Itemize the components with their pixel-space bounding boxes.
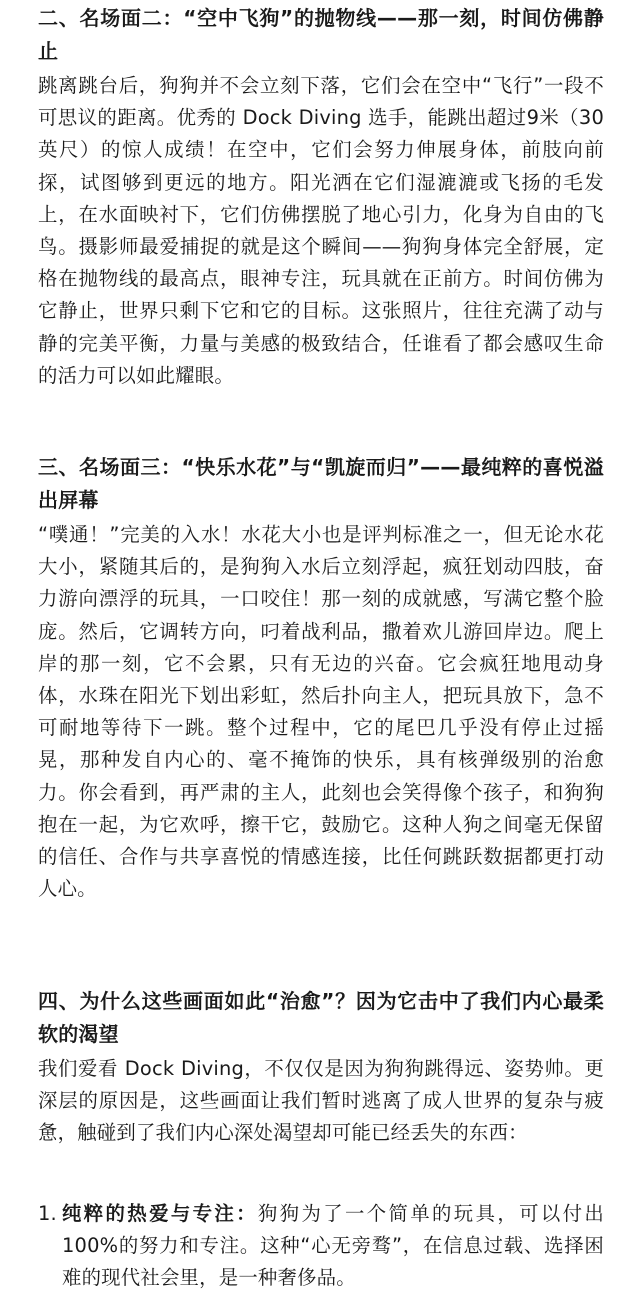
section-flying-dog	[38, 0, 604, 392]
section-heading: 四、为什么这些画面如此“治愈”？因为它击中了我们内心最柔软的渴望	[38, 989, 604, 1046]
reasons-list	[38, 1198, 604, 1295]
section-heading: 三、名场面三：“快乐水花”与“凯旋而归”——最纯粹的喜悦溢出屏幕	[38, 455, 604, 512]
section-heading: 二、名场面二：“空中飞狗”的抛物线——那一刻，时间仿佛静止	[38, 6, 604, 63]
list-item-title: 纯粹的热爱与专注：	[62, 1202, 258, 1225]
list-item-number: 1.	[38, 1202, 57, 1225]
section-paragraph: 跳离跳台后，狗狗并不会立刻下落，它们会在空中“飞行”一段不可思议的距离。优秀的 Dock Diving 选手，能跳出超过9米（30英尺）的惊人成绩！在空中，它们会努力伸展身体，前肢向前探，试图够到更远的地方。阳光洒在它们湿漉漉或飞扬的毛发上，在水面映衬下，它们仿佛摆脱了地心引力，化身为自由的飞鸟。摄影师最爱捕捉的就是这个瞬间——狗狗身体完全舒展，定格在抛物线的最高点，眼神专注，玩具就在正前方。时间仿佛为它静止，世界只剩下它和它的目标。这张照片，往往充满了动与静的完美平衡，力量与美感的极致结合，任谁看了都会感叹生命的活力可以如此耀眼。	[38, 74, 604, 387]
section-paragraph: “噗通！”完美的入水！水花大小也是评判标准之一，但无论水花大小，紧随其后的，是狗狗入水后立刻浮起，疯狂划动四肢，奋力游向漂浮的玩具，一口咬住！那一刻的成就感，写满它整个脸庞。然后，它调转方向，叼着战利品，撒着欢儿游回岸边。爬上岸的那一刻，它不会累，只有无边的兴奋。它会疯狂地甩动身体，水珠在阳光下划出彩虹，然后扑向主人，把玩具放下，急不可耐地等待下一跳。整个过程中，它的尾巴几乎没有停止过摇晃，那种发自内心的、毫不掩饰的快乐，具有核弹级别的治愈力。你会看到，再严肃的主人，此刻也会笑得像个孩子，和狗狗抱在一起，为它欢呼，擦干它，鼓励它。这种人狗之间毫无保留的信任、合作与共享喜悦的情感连接，比任何跳跃数据都更打动人心。	[38, 523, 604, 901]
section-paragraph: 我们爱看 Dock Diving，不仅仅是因为狗狗跳得远、姿势帅。更深层的原因是，这些画面让我们暂时逃离了成人世界的复杂与疲惫，触碰到了我们内心深处渴望却可能已经丢失的东西：	[38, 1057, 604, 1145]
section-why-healing	[38, 985, 604, 1150]
section-happy-splash	[38, 451, 604, 905]
list-item-text: 狗狗为了一个简单的玩具，可以付出100%的努力和专注。这种“心无旁骛”，在信息过载、选择困难的现代社会里，是一种奢侈品。	[62, 1202, 604, 1290]
list-item	[38, 1198, 604, 1295]
